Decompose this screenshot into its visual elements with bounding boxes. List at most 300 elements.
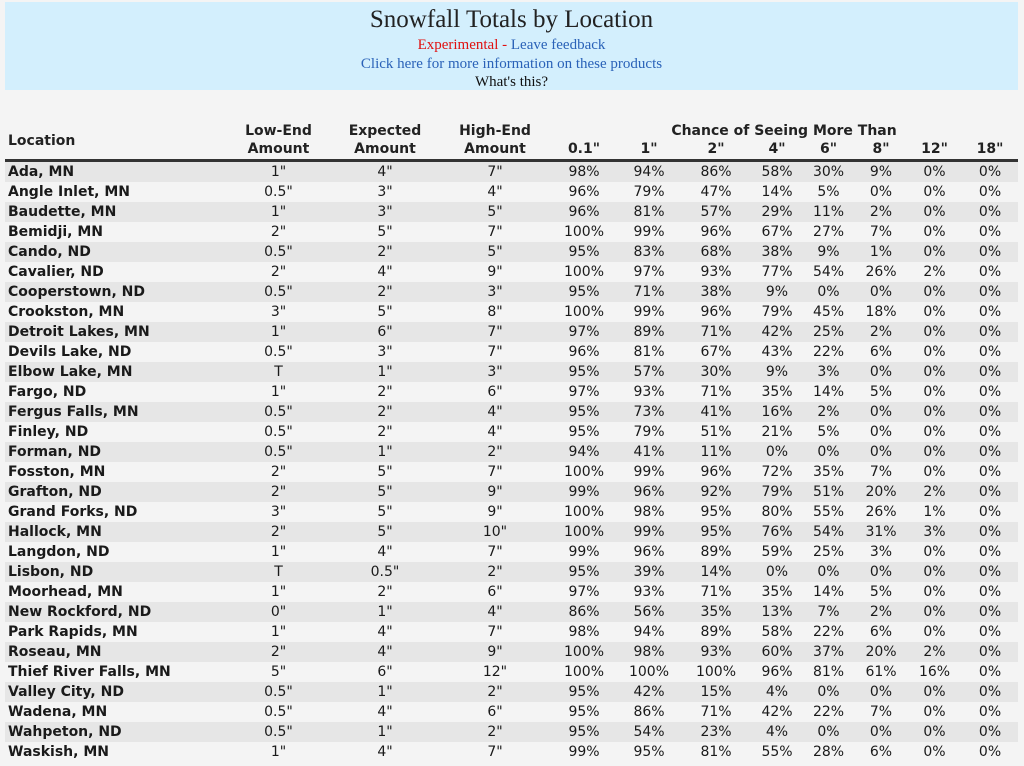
table-row	[5, 282, 1018, 302]
chance-cell: 1%	[855, 242, 907, 262]
expected-cell: 6"	[330, 662, 440, 682]
chance-cell: 0%	[962, 642, 1018, 662]
chance-cell: 4%	[752, 682, 802, 702]
expected-cell: 2"	[330, 402, 440, 422]
low-end-cell: 0.5"	[227, 342, 330, 362]
location-cell: Forman, ND	[5, 442, 227, 462]
location-cell: Devils Lake, ND	[5, 342, 227, 362]
high-end-cell: 2"	[440, 562, 550, 582]
table-row	[5, 462, 1018, 482]
table-row	[5, 642, 1018, 662]
table-row	[5, 362, 1018, 382]
chance-cell: 95%	[550, 242, 618, 262]
table-row	[5, 302, 1018, 322]
expected-cell: 3"	[330, 182, 440, 202]
chance-cell: 0%	[907, 722, 962, 742]
expected-cell: 5"	[330, 302, 440, 322]
chance-cell: 0%	[962, 742, 1018, 762]
expected-cell: 3"	[330, 342, 440, 362]
chance-cell: 43%	[752, 342, 802, 362]
high-end-cell: 9"	[440, 262, 550, 282]
chance-cell: 89%	[680, 622, 752, 642]
location-cell: Crookston, MN	[5, 302, 227, 322]
chance-cell: 0%	[907, 542, 962, 562]
low-end-cell: 2"	[227, 462, 330, 482]
expected-cell: 4"	[330, 161, 440, 183]
whats-this-link[interactable]: What's this?	[474, 74, 549, 90]
table-row	[5, 442, 1018, 462]
chance-cell: 96%	[680, 222, 752, 242]
chance-cell: 0%	[802, 282, 855, 302]
col-chance-group: Chance of Seeing More Than	[671, 123, 897, 139]
chance-cell: 94%	[618, 161, 680, 183]
location-cell: Finley, ND	[5, 422, 227, 442]
high-end-cell: 8"	[440, 302, 550, 322]
chance-cell: 61%	[855, 662, 907, 682]
chance-cell: 86%	[550, 602, 618, 622]
chance-cell: 7%	[855, 702, 907, 722]
chance-cell: 95%	[680, 522, 752, 542]
chance-cell: 93%	[618, 582, 680, 602]
low-end-cell: 0.5"	[227, 682, 330, 702]
chance-cell: 99%	[550, 742, 618, 762]
low-end-cell: 1"	[227, 622, 330, 642]
location-cell: Lisbon, ND	[5, 562, 227, 582]
chance-cell: 0%	[962, 242, 1018, 262]
chance-cell: 96%	[550, 182, 618, 202]
chance-cell: 71%	[680, 322, 752, 342]
chance-cell: 96%	[752, 662, 802, 682]
chance-cell: 0%	[962, 161, 1018, 183]
expected-cell: 2"	[330, 382, 440, 402]
chance-cell: 86%	[618, 702, 680, 722]
chance-cell: 0%	[855, 562, 907, 582]
location-cell: Fosston, MN	[5, 462, 227, 482]
separator: -	[498, 37, 511, 53]
chance-cell: 73%	[618, 402, 680, 422]
expected-cell: 5"	[330, 502, 440, 522]
chance-cell: 9%	[752, 362, 802, 382]
chance-cell: 2%	[855, 322, 907, 342]
chance-cell: 16%	[907, 662, 962, 682]
expected-cell: 5"	[330, 462, 440, 482]
expected-cell: 1"	[330, 442, 440, 462]
chance-cell: 25%	[802, 322, 855, 342]
chance-cell: 51%	[680, 422, 752, 442]
high-end-cell: 2"	[440, 682, 550, 702]
chance-cell: 76%	[752, 522, 802, 542]
col-threshold: 2"	[680, 140, 752, 161]
chance-cell: 15%	[680, 682, 752, 702]
chance-cell: 97%	[550, 382, 618, 402]
chance-cell: 0%	[907, 602, 962, 622]
chance-cell: 0%	[962, 282, 1018, 302]
high-end-cell: 7"	[440, 161, 550, 183]
location-cell: Fergus Falls, MN	[5, 402, 227, 422]
chance-cell: 0%	[907, 462, 962, 482]
location-cell: Ada, MN	[5, 161, 227, 183]
chance-cell: 42%	[618, 682, 680, 702]
chance-cell: 26%	[855, 502, 907, 522]
chance-cell: 100%	[550, 462, 618, 482]
chance-cell: 0%	[962, 262, 1018, 282]
expected-cell: 4"	[330, 542, 440, 562]
chance-cell: 30%	[802, 161, 855, 183]
chance-cell: 98%	[550, 161, 618, 183]
chance-cell: 5%	[802, 422, 855, 442]
location-cell: Baudette, MN	[5, 202, 227, 222]
chance-cell: 0%	[855, 362, 907, 382]
chance-cell: 9%	[752, 282, 802, 302]
chance-cell: 2%	[855, 602, 907, 622]
expected-cell: 1"	[330, 722, 440, 742]
chance-cell: 0%	[907, 282, 962, 302]
location-cell: Detroit Lakes, MN	[5, 322, 227, 342]
chance-cell: 89%	[618, 322, 680, 342]
chance-cell: 95%	[550, 722, 618, 742]
low-end-cell: 2"	[227, 482, 330, 502]
chance-cell: 11%	[802, 202, 855, 222]
location-cell: Hallock, MN	[5, 522, 227, 542]
col-location: Location	[5, 122, 227, 161]
high-end-cell: 7"	[440, 342, 550, 362]
chance-cell: 0%	[802, 722, 855, 742]
chance-cell: 0%	[907, 402, 962, 422]
chance-cell: 81%	[618, 202, 680, 222]
low-end-cell: 2"	[227, 642, 330, 662]
chance-cell: 45%	[802, 302, 855, 322]
chance-cell: 0%	[907, 202, 962, 222]
chance-cell: 16%	[752, 402, 802, 422]
experimental-label: Experimental	[417, 37, 499, 53]
low-end-cell: 1"	[227, 322, 330, 342]
location-cell: Grafton, ND	[5, 482, 227, 502]
low-end-cell: 1"	[227, 202, 330, 222]
expected-cell: 5"	[330, 482, 440, 502]
table-row	[5, 161, 1018, 183]
table-row	[5, 722, 1018, 742]
chance-cell: 20%	[855, 642, 907, 662]
chance-cell: 97%	[618, 262, 680, 282]
high-end-cell: 7"	[440, 542, 550, 562]
chance-cell: 22%	[802, 622, 855, 642]
chance-cell: 58%	[752, 161, 802, 183]
chance-cell: 42%	[752, 322, 802, 342]
location-cell: Wahpeton, ND	[5, 722, 227, 742]
chance-cell: 0%	[962, 442, 1018, 462]
expected-cell: 4"	[330, 702, 440, 722]
leave-feedback-link[interactable]: Leave feedback	[510, 37, 606, 53]
chance-cell: 99%	[618, 462, 680, 482]
high-end-cell: 7"	[440, 322, 550, 342]
expected-cell: 5"	[330, 222, 440, 242]
low-end-cell: T	[227, 562, 330, 582]
chance-cell: 0%	[752, 562, 802, 582]
chance-cell: 0%	[962, 222, 1018, 242]
chance-cell: 98%	[618, 642, 680, 662]
high-end-cell: 7"	[440, 742, 550, 762]
col-threshold: 6"	[802, 140, 855, 161]
chance-cell: 0%	[962, 182, 1018, 202]
chance-cell: 97%	[550, 322, 618, 342]
expected-cell: 1"	[330, 362, 440, 382]
low-end-cell: 2"	[227, 222, 330, 242]
high-end-cell: 7"	[440, 222, 550, 242]
chance-cell: 38%	[680, 282, 752, 302]
low-end-cell: 0.5"	[227, 182, 330, 202]
high-end-cell: 9"	[440, 482, 550, 502]
low-end-cell: 2"	[227, 522, 330, 542]
chance-cell: 0%	[962, 502, 1018, 522]
col-threshold: 12"	[907, 140, 962, 161]
high-end-cell: 4"	[440, 182, 550, 202]
chance-cell: 81%	[618, 342, 680, 362]
high-end-cell: 3"	[440, 282, 550, 302]
chance-cell: 28%	[802, 742, 855, 762]
expected-cell: 2"	[330, 282, 440, 302]
table-row	[5, 702, 1018, 722]
chance-cell: 0%	[962, 682, 1018, 702]
low-end-cell: 3"	[227, 302, 330, 322]
chance-cell: 0%	[962, 302, 1018, 322]
chance-cell: 1%	[907, 502, 962, 522]
table-row	[5, 422, 1018, 442]
chance-cell: 0%	[907, 562, 962, 582]
chance-cell: 0%	[907, 242, 962, 262]
table-row	[5, 742, 1018, 762]
table-row	[5, 522, 1018, 542]
chance-cell: 77%	[752, 262, 802, 282]
location-cell: Cando, ND	[5, 242, 227, 262]
chance-cell: 95%	[550, 362, 618, 382]
chance-cell: 0%	[962, 482, 1018, 502]
low-end-cell: 2"	[227, 262, 330, 282]
location-cell: Moorhead, MN	[5, 582, 227, 602]
chance-cell: 94%	[618, 622, 680, 642]
chance-cell: 0%	[962, 562, 1018, 582]
chance-cell: 0%	[907, 161, 962, 183]
low-end-cell: 1"	[227, 742, 330, 762]
chance-cell: 0%	[962, 542, 1018, 562]
chance-cell: 4%	[752, 722, 802, 742]
location-cell: Langdon, ND	[5, 542, 227, 562]
high-end-cell: 4"	[440, 402, 550, 422]
high-end-cell: 5"	[440, 202, 550, 222]
chance-cell: 96%	[680, 462, 752, 482]
chance-cell: 0%	[855, 282, 907, 302]
chance-cell: 6%	[855, 742, 907, 762]
chance-cell: 94%	[550, 442, 618, 462]
chance-cell: 0%	[855, 182, 907, 202]
table-row	[5, 322, 1018, 342]
table-row	[5, 622, 1018, 642]
chance-cell: 71%	[680, 382, 752, 402]
chance-cell: 81%	[802, 662, 855, 682]
low-end-cell: 1"	[227, 542, 330, 562]
chance-cell: 0%	[855, 682, 907, 702]
chance-cell: 2%	[907, 482, 962, 502]
chance-cell: 0%	[962, 522, 1018, 542]
low-end-cell: 0"	[227, 602, 330, 622]
high-end-cell: 4"	[440, 602, 550, 622]
chance-cell: 0%	[962, 422, 1018, 442]
location-cell: Thief River Falls, MN	[5, 662, 227, 682]
chance-cell: 0%	[907, 742, 962, 762]
col-threshold: 1"	[618, 140, 680, 161]
chance-cell: 54%	[618, 722, 680, 742]
chance-cell: 11%	[680, 442, 752, 462]
high-end-cell: 9"	[440, 502, 550, 522]
chance-cell: 29%	[752, 202, 802, 222]
chance-cell: 86%	[680, 161, 752, 183]
col-expected-1: Expected	[348, 123, 422, 139]
location-cell: Roseau, MN	[5, 642, 227, 662]
chance-cell: 0%	[855, 402, 907, 422]
table-body	[5, 161, 1018, 763]
chance-cell: 0%	[907, 702, 962, 722]
location-cell: Park Rapids, MN	[5, 622, 227, 642]
low-end-cell: 0.5"	[227, 422, 330, 442]
chance-cell: 0%	[907, 582, 962, 602]
chance-cell: 0%	[752, 442, 802, 462]
chance-cell: 3%	[907, 522, 962, 542]
expected-cell: 0.5"	[330, 562, 440, 582]
chance-cell: 35%	[680, 602, 752, 622]
page-title: Snowfall Totals by Location	[369, 6, 654, 33]
chance-cell: 100%	[550, 662, 618, 682]
chance-cell: 98%	[550, 622, 618, 642]
chance-cell: 31%	[855, 522, 907, 542]
chance-cell: 99%	[550, 542, 618, 562]
col-high-end-2: Amount	[440, 140, 550, 161]
chance-cell: 0%	[855, 442, 907, 462]
chance-cell: 71%	[680, 702, 752, 722]
table-row	[5, 382, 1018, 402]
low-end-cell: 3"	[227, 502, 330, 522]
chance-cell: 100%	[550, 642, 618, 662]
chance-cell: 0%	[962, 582, 1018, 602]
chance-cell: 96%	[550, 342, 618, 362]
chance-cell: 100%	[550, 522, 618, 542]
location-cell: Bemidji, MN	[5, 222, 227, 242]
chance-cell: 35%	[802, 462, 855, 482]
chance-cell: 0%	[907, 182, 962, 202]
chance-cell: 54%	[802, 262, 855, 282]
chance-cell: 6%	[855, 622, 907, 642]
chance-cell: 41%	[680, 402, 752, 422]
table-row	[5, 402, 1018, 422]
chance-cell: 54%	[802, 522, 855, 542]
chance-cell: 96%	[618, 482, 680, 502]
high-end-cell: 7"	[440, 622, 550, 642]
col-threshold: 18"	[962, 140, 1018, 161]
chance-cell: 89%	[680, 542, 752, 562]
chance-cell: 3%	[802, 362, 855, 382]
table-row	[5, 262, 1018, 282]
chance-cell: 100%	[680, 662, 752, 682]
chance-cell: 92%	[680, 482, 752, 502]
table-row	[5, 182, 1018, 202]
expected-cell: 2"	[330, 242, 440, 262]
high-end-cell: 5"	[440, 242, 550, 262]
chance-cell: 39%	[618, 562, 680, 582]
chance-cell: 80%	[752, 502, 802, 522]
chance-cell: 5%	[855, 582, 907, 602]
chance-cell: 95%	[550, 282, 618, 302]
col-threshold: 8"	[855, 140, 907, 161]
high-end-cell: 6"	[440, 702, 550, 722]
more-info-link[interactable]: Click here for more information on these products	[360, 56, 663, 72]
chance-cell: 23%	[680, 722, 752, 742]
chance-cell: 41%	[618, 442, 680, 462]
chance-cell: 0%	[962, 402, 1018, 422]
expected-cell: 2"	[330, 582, 440, 602]
chance-cell: 35%	[752, 382, 802, 402]
chance-cell: 0%	[907, 682, 962, 702]
chance-cell: 67%	[752, 222, 802, 242]
chance-cell: 22%	[802, 702, 855, 722]
location-cell: Elbow Lake, MN	[5, 362, 227, 382]
col-high-end-1: High-End	[459, 123, 531, 139]
low-end-cell: 0.5"	[227, 702, 330, 722]
chance-cell: 95%	[550, 402, 618, 422]
chance-cell: 0%	[855, 722, 907, 742]
chance-cell: 9%	[855, 161, 907, 183]
chance-cell: 5%	[802, 182, 855, 202]
chance-cell: 0%	[962, 702, 1018, 722]
chance-cell: 2%	[907, 642, 962, 662]
table-row	[5, 562, 1018, 582]
chance-cell: 0%	[802, 682, 855, 702]
high-end-cell: 6"	[440, 582, 550, 602]
chance-cell: 95%	[550, 562, 618, 582]
chance-cell: 2%	[855, 202, 907, 222]
chance-cell: 100%	[618, 662, 680, 682]
expected-cell: 4"	[330, 262, 440, 282]
chance-cell: 95%	[550, 682, 618, 702]
chance-cell: 99%	[618, 222, 680, 242]
chance-cell: 0%	[962, 602, 1018, 622]
expected-cell: 4"	[330, 622, 440, 642]
low-end-cell: 1"	[227, 382, 330, 402]
location-cell: Valley City, ND	[5, 682, 227, 702]
chance-cell: 96%	[618, 542, 680, 562]
header-banner	[5, 2, 1018, 90]
expected-cell: 4"	[330, 742, 440, 762]
col-threshold: 4"	[752, 140, 802, 161]
chance-cell: 14%	[680, 562, 752, 582]
low-end-cell: 0.5"	[227, 242, 330, 262]
table-row	[5, 202, 1018, 222]
chance-cell: 27%	[802, 222, 855, 242]
chance-cell: 0%	[962, 362, 1018, 382]
chance-cell: 9%	[802, 242, 855, 262]
chance-cell: 79%	[752, 302, 802, 322]
location-cell: Waskish, MN	[5, 742, 227, 762]
chance-cell: 0%	[907, 222, 962, 242]
chance-cell: 0%	[962, 382, 1018, 402]
chance-cell: 59%	[752, 542, 802, 562]
high-end-cell: 3"	[440, 362, 550, 382]
snowfall-table	[5, 122, 1018, 762]
chance-cell: 97%	[550, 582, 618, 602]
chance-cell: 26%	[855, 262, 907, 282]
chance-cell: 0%	[962, 342, 1018, 362]
chance-cell: 7%	[802, 602, 855, 622]
location-cell: Wadena, MN	[5, 702, 227, 722]
table-row	[5, 342, 1018, 362]
chance-cell: 21%	[752, 422, 802, 442]
